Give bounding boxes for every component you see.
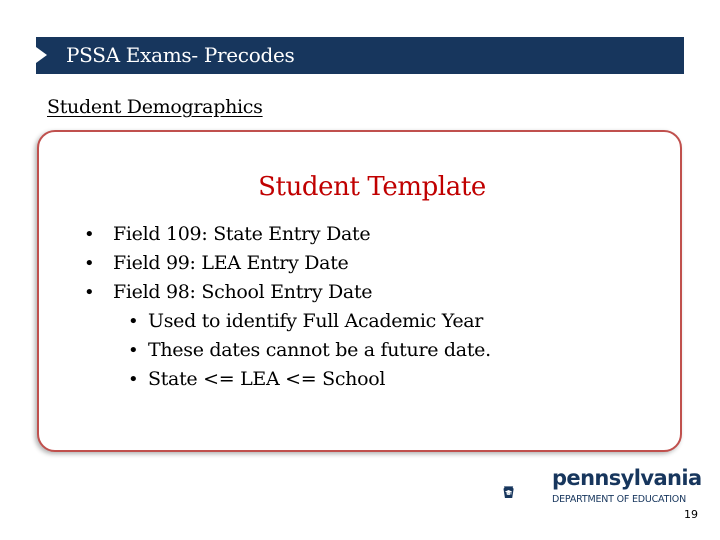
bullet-icon: •	[84, 224, 95, 245]
bullet-text: Field 109: State Entry Date	[113, 223, 371, 245]
bullet-icon: •	[84, 282, 95, 303]
bullet-icon: •	[128, 311, 139, 332]
bullet-text: Used to identify Full Academic Year	[148, 310, 484, 332]
logo-wordmark: pennsylvania	[552, 466, 702, 490]
logo-subtitle: DEPARTMENT OF EDUCATION	[552, 494, 686, 505]
bullet-text: These dates cannot be a future date.	[148, 339, 491, 361]
bullet-icon: •	[128, 369, 139, 390]
bullet-text: Field 98: School Entry Date	[113, 281, 373, 303]
keystone-graduation-cap-icon	[503, 465, 549, 520]
bullet-icon: •	[84, 253, 95, 274]
box-title: Student Template	[258, 172, 486, 202]
title-arrow-icon	[36, 47, 47, 63]
section-subtitle: Student Demographics	[47, 96, 263, 118]
bullet-icon: •	[128, 340, 139, 361]
page-number: 19	[684, 508, 698, 521]
bullet-text: Field 99: LEA Entry Date	[113, 252, 349, 274]
bullet-text: State <= LEA <= School	[148, 368, 386, 390]
slide-title: PSSA Exams- Precodes	[66, 43, 295, 67]
